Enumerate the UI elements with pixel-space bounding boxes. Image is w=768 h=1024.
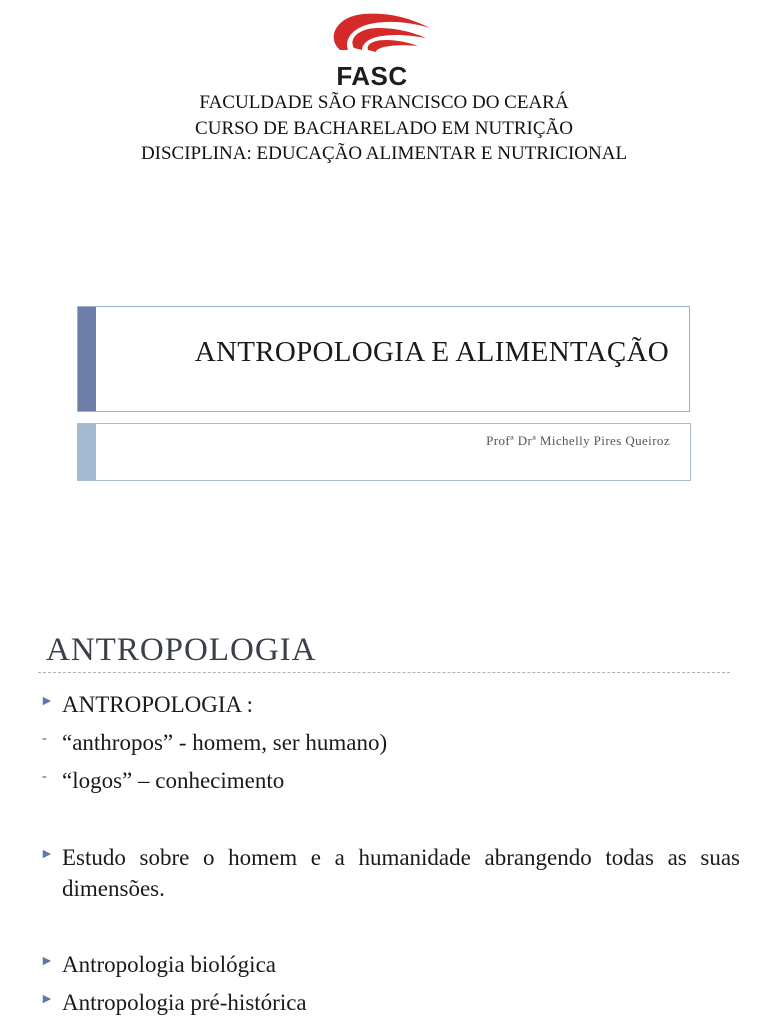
dash-bullet-icon: - <box>42 769 47 784</box>
author-name: Profª Drª Michelly Pires Queiroz <box>486 433 670 448</box>
title-box <box>77 306 690 412</box>
list-item-text: “logos” – conhecimento <box>62 768 285 793</box>
dash-bullet-icon: - <box>42 731 47 746</box>
fasc-logo <box>318 10 438 91</box>
slide-title: ANTROPOLOGIA E ALIMENTAÇÃO <box>194 336 669 368</box>
list-item-text: Estudo sobre o homem e a humanidade abrangendo todas as suas dimensões. <box>62 845 740 901</box>
institution-header <box>0 90 768 167</box>
triangle-bullet-icon: ► <box>40 954 54 969</box>
heading-divider <box>38 672 730 673</box>
subtitle-accent-bar <box>78 424 96 480</box>
logo-swoosh-icon <box>318 10 438 66</box>
triangle-bullet-icon: ► <box>40 992 54 1007</box>
subtitle-box <box>77 423 691 481</box>
slide-heading: ANTROPOLOGIA <box>46 632 317 668</box>
list-item-text: “anthropos” - homem, ser humano) <box>62 730 388 755</box>
logo-text: FASC <box>336 61 408 91</box>
content-slide <box>0 590 768 1024</box>
list-item-text: Antropologia pré-histórica <box>62 990 307 1015</box>
institution-name: FACULDADE SÃO FRANCISCO DO CEARÁ <box>199 92 569 113</box>
triangle-bullet-icon: ► <box>40 847 54 862</box>
list-item-text: Antropologia biológica <box>62 952 276 977</box>
triangle-bullet-icon: ► <box>40 694 54 709</box>
discipline-name: DISCIPLINA: EDUCAÇÃO ALIMENTAR E NUTRICIONAL <box>140 143 628 164</box>
list-item-text: ANTROPOLOGIA : <box>62 692 254 717</box>
course-name: CURSO DE BACHARELADO EM NUTRIÇÃO <box>195 117 573 139</box>
